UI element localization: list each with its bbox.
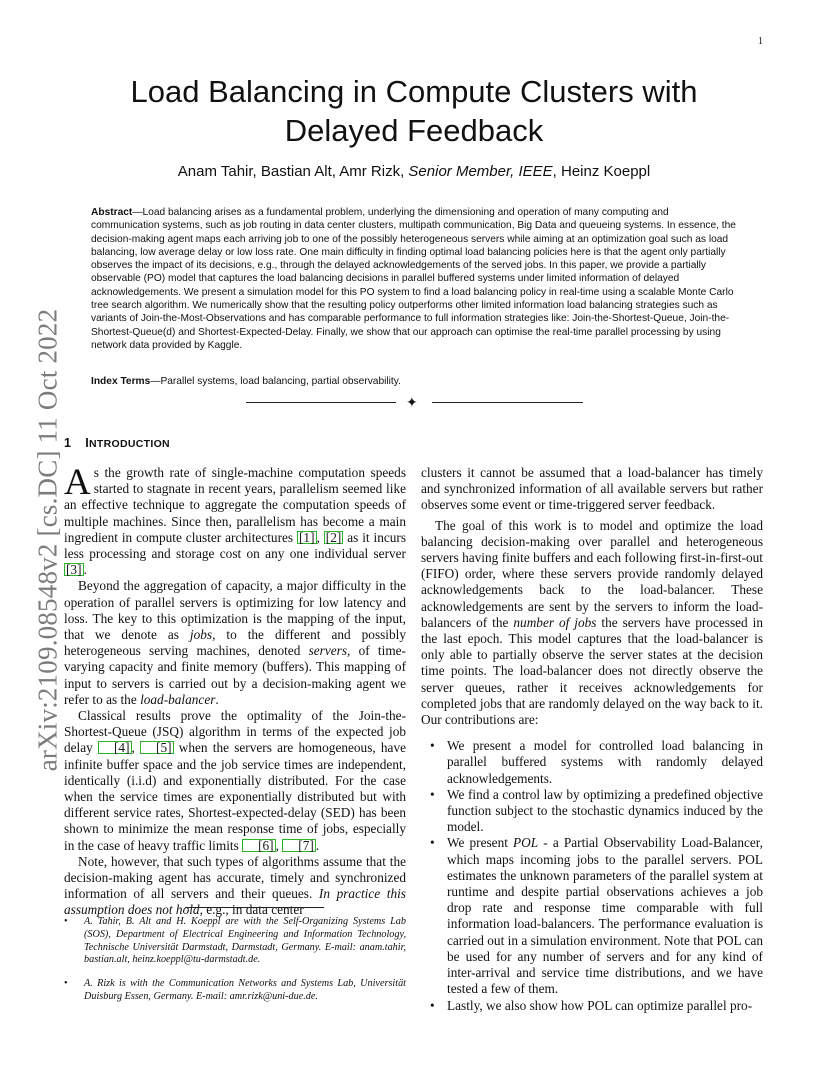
text-run: Note, however, that such types of algorithms assume that the decision-making agent has accurate, timely and synchronized information of all servers and their queues. [64, 853, 406, 902]
section-title-rest: NTRODUCTION [89, 438, 170, 450]
abstract [91, 206, 737, 352]
emphasis: jobs [189, 627, 213, 643]
intro-paragraph-2 [64, 578, 406, 708]
footnote-affiliation-2 [64, 978, 406, 1004]
drop-cap: A [64, 462, 91, 503]
separator-diamond-icon: ✦ [406, 394, 418, 410]
list-item [421, 835, 763, 997]
right-column [421, 465, 763, 1014]
citation-link[interactable]: [7] [282, 839, 316, 852]
citation-link[interactable]: [5] [140, 741, 174, 754]
index-terms-text: —Parallel systems, load balancing, partial observability. [150, 376, 401, 387]
author-membership: Senior Member, IEEE [408, 163, 553, 180]
citation-link[interactable]: [4] [98, 741, 132, 754]
text-run: The goal of this work is to model and optimize the load balancing decision-making over parallel and heterogeneous servers having finite buffers and each following first-in-first-out (FIFO) order, where these servers provide randomly delayed acknowledgements back to the load-balancer. These acknowledgements are sent by the servers to inform the load-balancers of the [421, 517, 763, 630]
citation-link[interactable]: [3] [66, 562, 82, 578]
list-item: • We find a control law by optimizing a predefined objective function subject to the stochastic dynamics induced by the model. [421, 787, 763, 836]
section-title-initial: I [85, 436, 90, 450]
citation-link[interactable]: [1] [299, 529, 315, 545]
footnote-text: A. Tahir, B. Alt and H. Koeppl are with the Self-Organizing Systems Lab (SOS), Department of Electrical Engineering and Information Technology, Technische Universität Darmstadt, Darmstadt, Germany. E-mail: anam.tahir, bastian.alt, heinz.koeppl@tu-darmstadt.de. [84, 916, 406, 966]
text-run: We present [447, 835, 514, 851]
text-run: s the growth rate of single-machine computation speeds started to stagnate in recent years, parallelism seemed like an effective technique to aggregate the computation speeds of multiple machines. Since then, parallelism has become a main ingredient in compute cluster architectures [64, 465, 406, 545]
arxiv-identifier: arXiv:2109.08548v2 [cs.DC] 11 Oct 2022 [32, 308, 63, 772]
abstract-text: —Load balancing arises as a fundamental problem, underlying the dimensioning and operation of many computing and communication systems, such as job routing in data center clusters, multipath communication, Big Data and queueing systems. In essence, the decision-making agent maps each arriving job to one of the possibly heterogeneous servers while aiming at an optimization goal such as load balancing, low average delay or low loss rate. One main difficulty in finding optimal load balancing policies here is that the agent only partially observes the impact of its decisions, e.g., through the delayed acknowledgements of the served jobs. In this paper, we provide a partially observable (PO) model that captures the load balancing decisions in parallel buffered systems under limited information of delayed acknowledgements. We present a simulation model for this PO system to find a load balancing policy in real-time using a scalable Monte Carlo tree search algorithm. We numerically show that the resulting policy outperforms other limited information load balancing strategies such as variants of Join-the-Most-Observations and has comparable performance to full information strategies like: Join-the-Shortest-Queue, Join-the-Shortest-Queue(d) and Shortest-Expected-Delay. Finally, we show that our approach can optimise the real-time parallel processing by using network data provided by Kaggle. [91, 207, 736, 351]
text-run: , [275, 837, 283, 853]
text-run: Beyond the aggregation of capacity, a major difficulty in the operation of parallel servers is optimizing for low latency and loss. The key to this optimization is the mapping of the input, that we denote as [64, 578, 406, 643]
text-run: as it incurs less processing and storage cost on any one individual server [64, 529, 406, 562]
footnote-affiliation-1 [64, 916, 406, 967]
bullet-icon: • [64, 978, 68, 989]
list-item: • We present a model for controlled load balancing in parallel buffered systems with randomly delayed acknowledgements. [421, 738, 763, 787]
intro-paragraph-1 [64, 462, 406, 578]
emphasis: load-balancer [140, 691, 216, 707]
paper-title: Load Balancing in Compute Clusters with Delayed Feedback [130, 74, 698, 148]
intro-paragraph-3 [64, 708, 406, 854]
separator-line-left [246, 402, 396, 403]
list-item: • Lastly, we also show how POL can optimize parallel pro- [421, 998, 763, 1014]
section-number: 1 [64, 436, 72, 450]
emphasis: In practice this assumption does not hold [64, 886, 406, 918]
author-list [80, 163, 748, 180]
bullet-icon: • [64, 916, 68, 927]
text-run: the servers have processed in the last epoch. This model captures that the load-balancer is only able to partially observe the server states at the decision time points. The load-balancer does not directly observe the server queues, rather it receives acknowledgements for completed jobs that are randomly delayed on the way back to it. Our contributions are: [421, 614, 763, 728]
emphasis: POL [513, 835, 539, 851]
abstract-label: Abstract [91, 207, 133, 218]
footnote-text: A. Rizk is with the Communication Networks and Systems Lab, Universität Duisburg Essen, Germany. E-mail: amr.rizk@uni-due.de. [84, 978, 406, 1002]
author-names-last: , Heinz Koeppl [552, 163, 651, 180]
text-run: , [131, 740, 141, 756]
left-column [64, 462, 406, 919]
contributions-list [421, 738, 763, 1013]
separator-line-right [432, 402, 583, 403]
text-run: when the servers are homogeneous, have infinite buffer space and the job service times are independent, identically (i.i.d) and exponentially distributed. For the case when the service times are exponentially distributed but with different service rates, Shortest-expected-delay (SED) has been shown to minimize the mean response time of jobs, especially in the case of heavy traffic limits [64, 740, 406, 853]
index-terms-label: Index Terms [91, 376, 151, 387]
text-run: , to the different and possibly heterogeneous serving machines, denoted [64, 627, 406, 659]
text-run: . [315, 837, 320, 853]
emphasis: number of jobs [513, 614, 597, 630]
text-run: , of time-varying capacity and finite memory (buffers). This mapping of input to servers is carried out by a decision-making agent we refer to as the [64, 643, 406, 707]
text-run: , [316, 529, 324, 545]
intro-paragraph-6 [421, 518, 763, 729]
author-names: Anam Tahir, Bastian Alt, Amr Rizk, [177, 163, 409, 180]
intro-paragraph-5: clusters it cannot be assumed that a load-balancer has timely and synchronized information of all available servers but rather observes some event or time-triggered server feedback. [421, 465, 763, 513]
intro-paragraph-4 [64, 854, 406, 919]
text-run: - a Partial Observability Load-Balancer, which maps incoming jobs to the parallel servers. POL estimates the unknown parameters of the parallel system at runtime and despite partial observations achieves a job drop rate and response time comparable with full information load-balancers. The performance evaluation is carried out in a simulation environment. Note that POL can be used for any number of servers and for any kind of inter-arrival and service time distributions, and we have tested a few of them. [447, 835, 764, 997]
citation-link[interactable]: [6] [242, 839, 276, 852]
citation-link[interactable]: [2] [325, 529, 342, 545]
text-run: , e.g., in data center [199, 902, 304, 918]
text-run: . [83, 562, 87, 578]
section-heading-introduction [64, 436, 170, 450]
footnote-rule [185, 907, 324, 908]
text-run: Classical results prove the optimality of the Join-the-Shortest-Queue (JSQ) algorithm in terms of the expected job delay [64, 708, 406, 756]
page-number: 1 [758, 36, 763, 47]
index-terms [91, 375, 737, 388]
emphasis: servers [308, 643, 348, 659]
text-run: . [215, 691, 219, 707]
